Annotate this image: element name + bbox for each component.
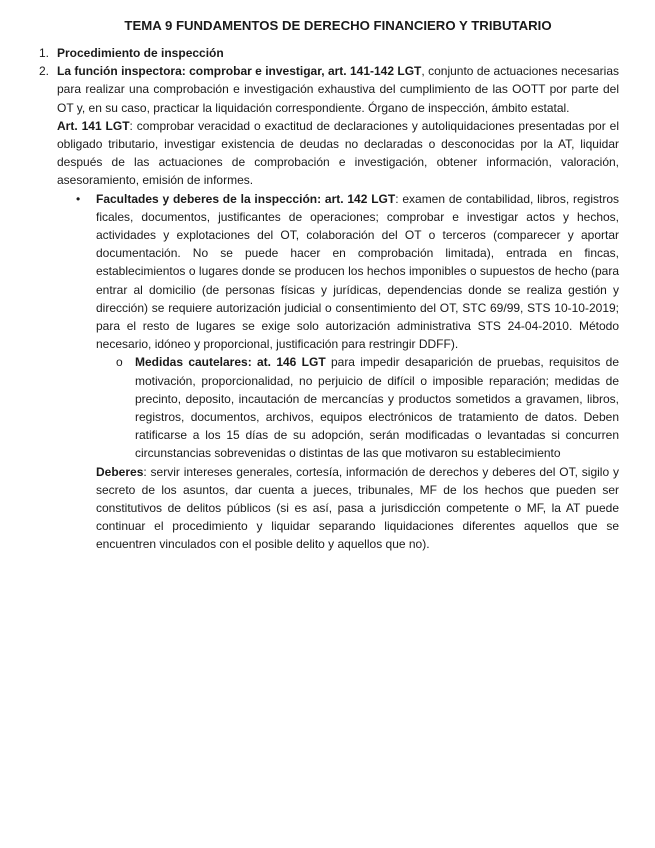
art-141-paragraph <box>57 117 619 190</box>
page-title: TEMA 9 FUNDAMENTOS DE DERECHO FINANCIERO Y TRIBUTARIO <box>124 18 552 33</box>
deberes-paragraph <box>96 463 619 554</box>
item-heading: Procedimiento de inspección <box>57 46 224 60</box>
item-paragraph <box>57 62 619 117</box>
list-item-1 <box>39 44 619 62</box>
facultades-bullet <box>76 190 619 354</box>
bullet-dot-icon: • <box>76 191 81 206</box>
item-heading: La función inspectora: comprobar e investigar, art. 141-142 LGT <box>57 64 422 79</box>
list-item-2 <box>39 62 619 117</box>
medidas-heading: Medidas cautelares: at. 146 LGT <box>135 355 326 370</box>
medidas-paragraph <box>135 353 619 462</box>
deberes-text: : servir intereses generales, cortesía, información de derechos y deberes del OT, sigilo y secreto de los asuntos, dar cuenta a jueces, tribunales, MF de los hechos que pueden ser constitutivos de delitos públicos (si es así, pasa a jurisdicción competente o MF, la AT puede continuar el procedimiento y liquidar separando liquidaciones diferentes aquellos que se encuentren vinculados con el posible delito y aquellos que no). <box>96 464 619 552</box>
art-141-text: : comprobar veracidad o exactitud de declaraciones y autoliquidaciones presentadas por el obligado tributario, investigar existencia de deudas no declaradas o desconocidas por la AT, liquidar después de las actuaciones de comprobación e investigación, obtener información, valoración, asesoramiento, emisión de informes. <box>57 118 619 188</box>
facultades-heading: Facultades y deberes de la inspección: art. 142 LGT <box>96 191 396 206</box>
facultades-paragraph <box>96 190 619 354</box>
list-number: 1. <box>39 46 50 60</box>
art-141-heading: Art. 141 LGT <box>57 118 130 133</box>
item-text: , conjunto de actuaciones necesarias para realizar una comprobación e investigación exhaustiva del cumplimiento de las OOTT por parte del OT y, en su caso, practicar la liquidación correspondiente. Órgano de inspección, ámbito estatal. <box>57 64 619 115</box>
sub-bullet-circle-icon: o <box>116 355 123 370</box>
facultades-text: : examen de contabilidad, libros, registros ficales, documentos, justificantes de operaciones; comprobar e investigar actos y hechos, actividades y explotaciones del OT, colaboración del OT o terceros (comparecer y aportar documentación. No se puede hacer en comprobación limitada), entrada en fincas, establecimientos o lugares donde se producen los hechos imponibles o supuestos de hecho (para entrar al domicilio (de personas físicas y jurídicas, dependencias donde se realiza gestión y dirección) se requiere autorización judicial o consentimiento del OT, STC 69/99, STS 10-10-2019; para el resto de lugares se exige solo autorización administrativa STS 24-04-2010. Método necesario, idóneo y proporcional, justificación para restringir DDFF). <box>96 191 619 352</box>
list-number: 2. <box>39 64 50 79</box>
medidas-subbullet <box>116 353 619 462</box>
deberes-heading: Deberes <box>96 464 144 479</box>
medidas-text: para impedir desaparición de pruebas, requisitos de motivación, proporcionalidad, no perjuicio de difícil o imposible reparación; medidas de precinto, deposito, incautación de mercancías y productos sometidos a gravamen, libros, registros, documentos, archivos, equipos electrónicos de tratamiento de datos. Deben ratificarse a los 15 días de su adopción, serán modificadas o levantadas si concurren circunstancias sobrevenidas o distintas de las que motivaron su establecimiento <box>135 355 619 461</box>
